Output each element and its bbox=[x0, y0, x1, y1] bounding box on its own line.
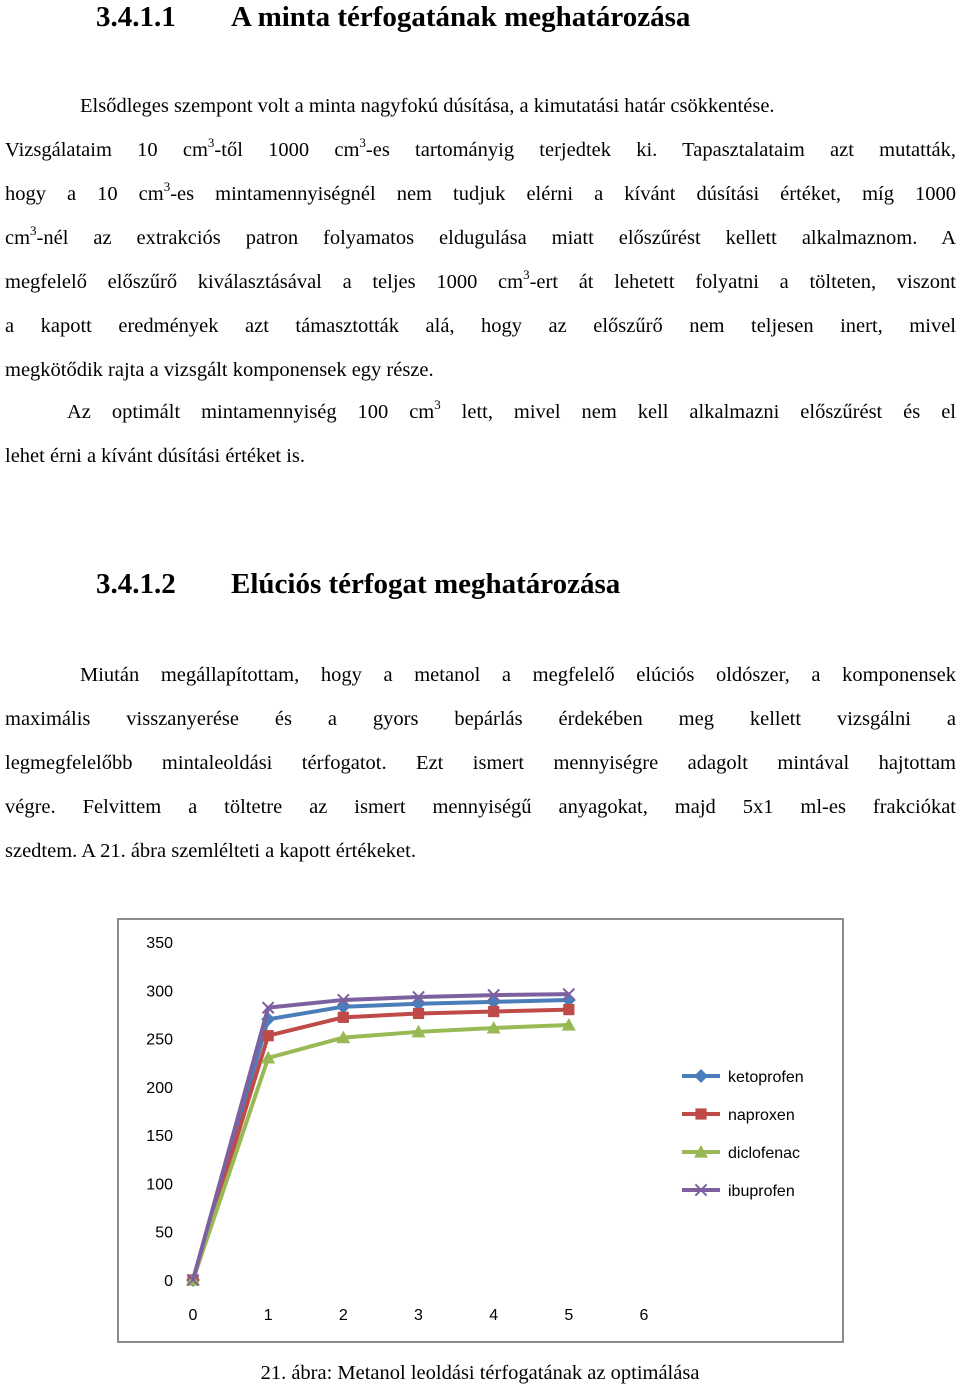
text-span: végre. Felvittem a töltetre az ismert mennyiségű anyagokat, majd 5x1 ml-es frakciókat bbox=[5, 796, 956, 818]
y-tick-label: 0 bbox=[164, 1273, 173, 1290]
square-marker bbox=[488, 1006, 499, 1017]
y-tick-label: 250 bbox=[146, 1031, 173, 1049]
text-line bbox=[5, 697, 956, 741]
y-tick-label: 150 bbox=[146, 1128, 173, 1146]
text-line bbox=[5, 785, 956, 829]
y-tick-label: 100 bbox=[146, 1176, 173, 1194]
elution-chart bbox=[117, 918, 844, 1343]
square-marker bbox=[338, 1012, 349, 1023]
text-line bbox=[5, 304, 956, 348]
section-title: Elúciós térfogat meghatározása bbox=[231, 568, 621, 600]
text-line bbox=[5, 216, 956, 260]
superscript: 3 bbox=[163, 179, 171, 194]
text-span: -től 1000 cm bbox=[214, 139, 360, 161]
text-span: -ert át lehetett folyatni a tölteten, viszont bbox=[529, 271, 956, 293]
legend-label: ibuprofen bbox=[728, 1183, 795, 1200]
x-tick-label: 0 bbox=[188, 1307, 198, 1324]
text-span: lehet érni a kívánt dúsítási értéket is. bbox=[5, 445, 306, 467]
x-tick-label: 4 bbox=[489, 1307, 499, 1324]
paragraph-elution-volume bbox=[5, 653, 956, 873]
superscript: 3 bbox=[523, 267, 530, 282]
text-span: Elsődleges szempont volt a minta nagyfokú dúsítása, a kimutatási határ csökkentése. bbox=[80, 95, 775, 117]
section-heading-3-4-1-2 bbox=[96, 567, 956, 601]
paragraph-sample-volume bbox=[5, 84, 956, 392]
text-span: Az optimált mintamennyiség 100 cm bbox=[67, 401, 435, 423]
text-span: cm bbox=[5, 227, 31, 249]
square-marker bbox=[563, 1004, 574, 1015]
y-tick-label: 50 bbox=[155, 1224, 173, 1242]
square-marker bbox=[263, 1030, 274, 1041]
square-marker bbox=[413, 1008, 424, 1019]
text-span: legmegfelelőbb mintaleoldási térfogatot. Ezt ismert mennyiségre adagolt mintával hajtottam bbox=[5, 752, 956, 774]
superscript: 3 bbox=[359, 135, 366, 150]
x-tick-label: 1 bbox=[263, 1307, 273, 1324]
text-span: maximális visszanyerése és a gyors bepárlás érdekében meg kellett vizsgálni a bbox=[5, 708, 956, 730]
text-span: -es tartományig terjedtek ki. Tapasztalataim azt mutatták, bbox=[365, 139, 956, 161]
figure-caption: 21. ábra: Metanol leoldási térfogatának az optimálása bbox=[260, 1362, 700, 1384]
text-span: -nél az extrakciós patron folyamatos eldugulása miatt előszűrést kellett alkalmaznom. A bbox=[36, 227, 956, 249]
y-tick-label: 200 bbox=[146, 1079, 173, 1097]
text-line bbox=[5, 653, 956, 697]
y-tick-label: 350 bbox=[146, 935, 173, 952]
text-line bbox=[5, 829, 956, 873]
text-span: megkötődik rajta a vizsgált komponensek egy része. bbox=[5, 359, 434, 381]
text-line bbox=[5, 172, 956, 216]
superscript: 3 bbox=[30, 223, 37, 238]
x-tick-label: 6 bbox=[639, 1307, 649, 1324]
text-line bbox=[5, 348, 956, 392]
text-span: Vizsgálataim 10 cm bbox=[5, 139, 208, 161]
text-span: szedtem. A 21. ábra szemlélteti a kapott értékeket. bbox=[5, 840, 416, 862]
x-tick-label: 2 bbox=[338, 1307, 348, 1324]
square-marker bbox=[695, 1108, 706, 1119]
superscript: 3 bbox=[207, 135, 215, 150]
legend-label: diclofenac bbox=[728, 1145, 801, 1162]
x-tick-label: 3 bbox=[414, 1307, 423, 1324]
text-span: lett, mivel nem kell alkalmazni előszűrést és el bbox=[440, 401, 956, 423]
text-line bbox=[5, 260, 956, 304]
x-tick-label: 5 bbox=[564, 1307, 574, 1324]
text-line bbox=[5, 434, 956, 478]
text-span: Miután megállapítottam, hogy a metanol a megfelelő elúciós oldószer, a komponensek bbox=[80, 664, 956, 686]
legend-label: naproxen bbox=[728, 1107, 795, 1124]
text-span: megfelelő előszűrő kiválasztásával a teljes 1000 cm bbox=[5, 271, 524, 293]
section-number: 3.4.1.2 bbox=[96, 568, 176, 600]
text-span: a kapott eredmények azt támasztották alá, hogy az előszűrő nem teljesen inert, mivel bbox=[5, 315, 956, 337]
chart-svg bbox=[117, 918, 844, 1343]
text-line bbox=[5, 128, 956, 172]
y-tick-label: 300 bbox=[146, 983, 173, 1001]
section-heading-3-4-1-1 bbox=[96, 0, 956, 34]
chart-frame bbox=[118, 919, 843, 1342]
paragraph-optimal-volume bbox=[5, 390, 956, 478]
superscript: 3 bbox=[434, 397, 441, 412]
text-line bbox=[5, 741, 956, 785]
text-span: -es mintamennyiségnél nem tudjuk elérni a kívánt dúsítási értéket, míg 1000 bbox=[170, 183, 956, 205]
text-span: hogy a 10 cm bbox=[5, 183, 164, 205]
text-line bbox=[5, 84, 956, 128]
section-title: A minta térfogatának meghatározása bbox=[231, 1, 691, 33]
section-number: 3.4.1.1 bbox=[96, 1, 176, 33]
legend-label: ketoprofen bbox=[728, 1069, 804, 1086]
text-line bbox=[5, 390, 956, 434]
